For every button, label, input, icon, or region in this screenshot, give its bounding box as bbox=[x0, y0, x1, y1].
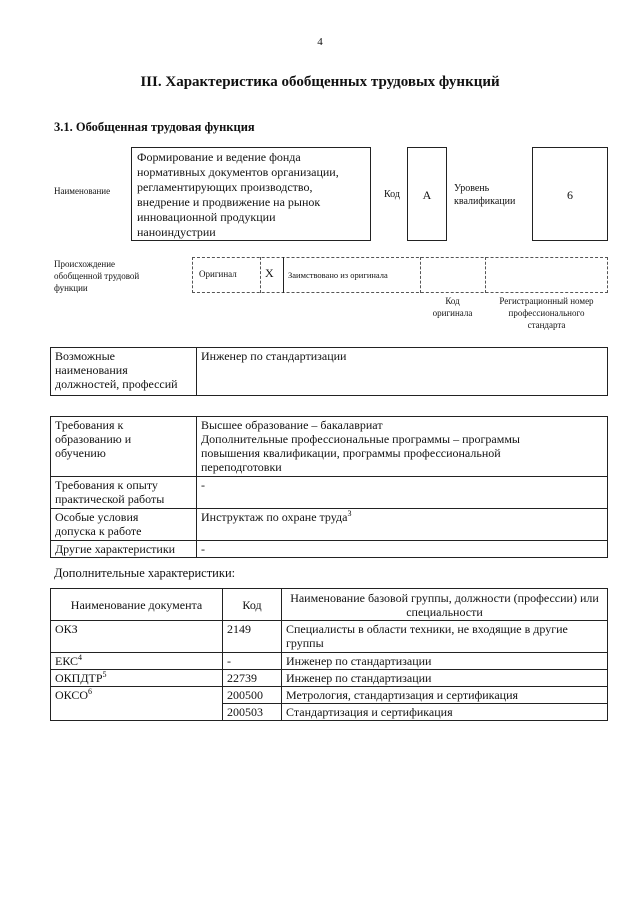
name-cell: Инженер по стандартизации bbox=[282, 653, 608, 670]
origin-divider bbox=[420, 257, 422, 293]
table-row bbox=[51, 621, 608, 653]
table-row bbox=[51, 348, 608, 396]
value-line: переподготовки bbox=[201, 460, 282, 474]
label-line: практической работы bbox=[55, 492, 165, 506]
label-line: допуска к работе bbox=[55, 524, 142, 538]
doc-cell bbox=[51, 670, 223, 687]
level-label-line: квалификации bbox=[454, 196, 516, 207]
caption-line: стандарта bbox=[527, 320, 566, 330]
footnote-ref: 6 bbox=[88, 687, 93, 696]
original-label: Оригинал bbox=[199, 269, 237, 279]
doc-name: ОКСО bbox=[55, 688, 89, 702]
footnote-ref: 5 bbox=[102, 670, 107, 679]
borrowed-label: Заимствовано из оригинала bbox=[288, 270, 388, 280]
naim-line: регламентирующих производство, bbox=[137, 180, 313, 194]
caption-line: оригинала bbox=[432, 308, 473, 318]
level-label bbox=[454, 182, 515, 208]
label-line: Возможные bbox=[55, 349, 115, 363]
naim-value-box bbox=[131, 147, 371, 241]
req-label: Другие характеристики bbox=[51, 541, 197, 558]
naim-line: внедрение и продвижение на рынок bbox=[137, 195, 321, 209]
section-title: III. Характеристика обобщенных трудовых функций bbox=[140, 74, 500, 90]
page-number: 4 bbox=[317, 36, 323, 48]
table-row bbox=[51, 653, 608, 670]
level-value: 6 bbox=[567, 188, 573, 202]
caption-line: Код bbox=[445, 296, 460, 306]
doc-cell bbox=[51, 687, 223, 721]
req-value bbox=[197, 417, 608, 477]
name-cell: Специалисты в области техники, не входящие в другие группы bbox=[282, 621, 608, 653]
caption-line: профессионального bbox=[508, 308, 585, 318]
naim-line: наноиндустрии bbox=[137, 225, 216, 239]
header-code: Код bbox=[223, 589, 282, 621]
req-label bbox=[51, 477, 197, 509]
req-label bbox=[51, 417, 197, 477]
code-cell: 2149 bbox=[223, 621, 282, 653]
caption-line: Регистрационный номер bbox=[499, 296, 594, 306]
value-line: повышения квалификации, программы профессиональной bbox=[201, 446, 501, 460]
label-line: должностей, профессий bbox=[55, 377, 178, 391]
naim-value bbox=[132, 148, 370, 242]
origin-divider bbox=[283, 257, 285, 293]
label-line: Требования к bbox=[55, 418, 124, 432]
positions-value: Инженер по стандартизации bbox=[197, 348, 608, 396]
naim-label: Наименование bbox=[54, 186, 111, 196]
code-original-caption bbox=[420, 295, 485, 319]
code-cell: 200500 bbox=[223, 687, 282, 704]
label-line: Требования к опыту bbox=[55, 478, 158, 492]
origin-label-line: обобщенной трудовой bbox=[54, 271, 140, 281]
value-line: Высшее образование – бакалавриат bbox=[201, 418, 383, 432]
code-value: A bbox=[422, 188, 432, 202]
origin-box bbox=[192, 257, 608, 293]
origin-divider bbox=[485, 257, 487, 293]
doc-name: ОКПДТР bbox=[55, 671, 103, 685]
code-box bbox=[407, 147, 447, 241]
doc-cell bbox=[51, 621, 223, 653]
code-cell: - bbox=[223, 653, 282, 670]
doc-name: ОКЗ bbox=[55, 622, 78, 636]
req-value bbox=[197, 509, 608, 541]
origin-label-line: функции bbox=[54, 283, 88, 293]
level-label-line: Уровень bbox=[454, 183, 490, 194]
reg-number-caption bbox=[485, 295, 608, 331]
header-name: Наименование базовой группы, должности (профессии) или специальности bbox=[282, 589, 608, 621]
req-value: - bbox=[197, 477, 608, 509]
table-row bbox=[51, 687, 608, 704]
table-row bbox=[51, 541, 608, 558]
naim-line: инновационной продукции bbox=[137, 210, 276, 224]
naim-line: нормативных документов организации, bbox=[137, 165, 339, 179]
code-cell: 200503 bbox=[223, 704, 282, 721]
footnote-ref: 4 bbox=[78, 653, 83, 662]
naim-line: Формирование и ведение фонда bbox=[137, 150, 301, 164]
level-box bbox=[532, 147, 608, 241]
table-row bbox=[51, 670, 608, 687]
subsection-title: 3.1. Обобщенная трудовая функция bbox=[54, 120, 255, 134]
label-line: обучению bbox=[55, 446, 106, 460]
table-row bbox=[51, 417, 608, 477]
table-row bbox=[51, 509, 608, 541]
additional-table bbox=[50, 588, 608, 721]
code-cell: 22739 bbox=[223, 670, 282, 687]
table-row bbox=[51, 477, 608, 509]
name-cell: Инженер по стандартизации bbox=[282, 670, 608, 687]
positions-label bbox=[51, 348, 197, 396]
code-label: Код bbox=[384, 189, 400, 200]
header-doc: Наименование документа bbox=[51, 589, 223, 621]
label-line: наименования bbox=[55, 363, 128, 377]
name-cell: Метрология, стандартизация и сертификация bbox=[282, 687, 608, 704]
additional-title: Дополнительные характеристики: bbox=[54, 566, 236, 580]
label-line: Особые условия bbox=[55, 510, 139, 524]
name-cell: Стандартизация и сертификация bbox=[282, 704, 608, 721]
req-label bbox=[51, 509, 197, 541]
origin-label-line: Происхождение bbox=[54, 259, 116, 269]
requirements-table bbox=[50, 416, 608, 558]
positions-table bbox=[50, 347, 608, 396]
doc-name: ЕКС bbox=[55, 654, 79, 668]
original-mark: X bbox=[265, 266, 274, 280]
value-line: Дополнительные профессиональные программы – программы bbox=[201, 432, 520, 446]
table-header-row bbox=[51, 589, 608, 621]
req-value: - bbox=[197, 541, 608, 558]
footnote-ref: 3 bbox=[347, 509, 352, 518]
doc-cell bbox=[51, 653, 223, 670]
value-line: Инструктаж по охране труда bbox=[201, 510, 348, 524]
origin-divider bbox=[260, 257, 262, 293]
origin-label bbox=[54, 258, 139, 294]
label-line: образованию и bbox=[55, 432, 132, 446]
